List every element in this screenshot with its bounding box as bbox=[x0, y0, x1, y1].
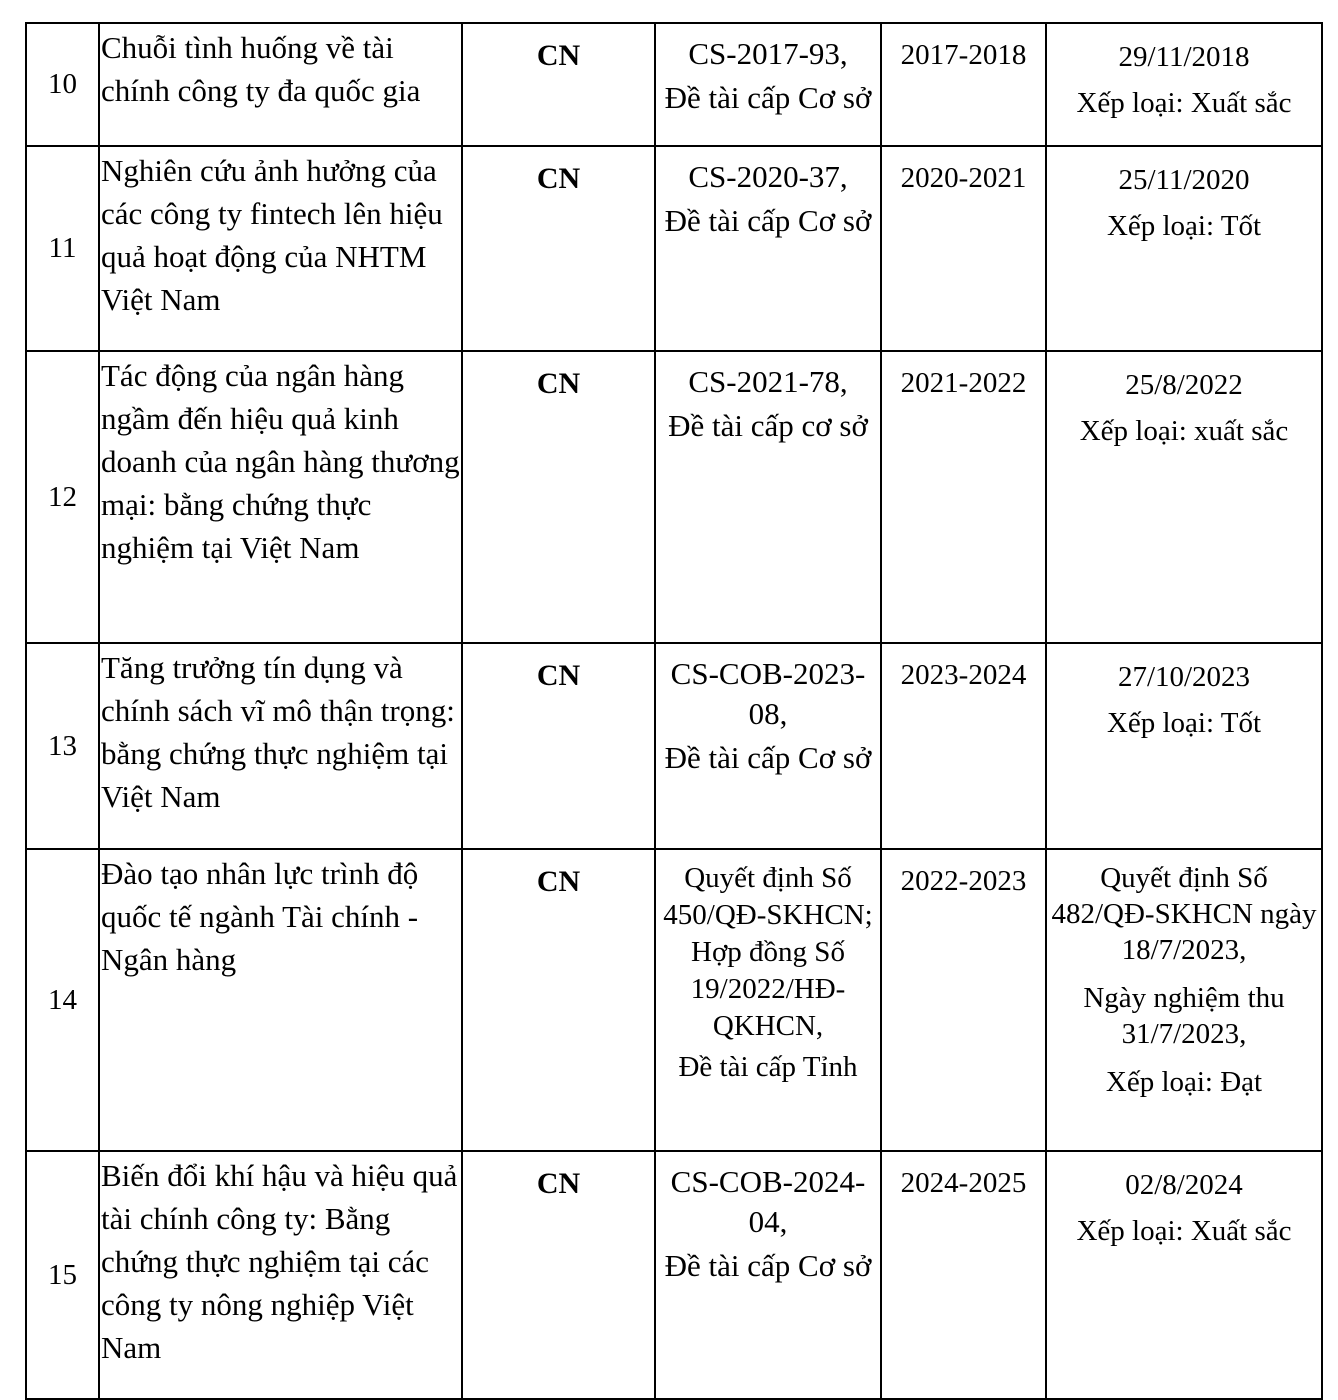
project-code-cell bbox=[655, 146, 881, 351]
row-number: 11 bbox=[26, 146, 99, 351]
project-period: 2021-2022 bbox=[881, 351, 1046, 643]
result-grade: Xếp loại: Xuất sắc bbox=[1076, 87, 1292, 119]
project-role: CN bbox=[462, 23, 655, 146]
project-code: CS-2020-37, bbox=[688, 159, 848, 194]
project-result-cell bbox=[1046, 1151, 1322, 1399]
project-level: Đề tài cấp Cơ sở bbox=[664, 740, 872, 775]
project-period: 2023-2024 bbox=[881, 643, 1046, 849]
project-title: Tác động của ngân hàng ngầm đến hiệu quả kinh doanh của ngân hàng thương mại: bằng chứng thực nghiệm tại Việt Nam bbox=[99, 351, 462, 643]
table-row bbox=[26, 351, 1322, 643]
result-grade: Xếp loại: Tốt bbox=[1106, 707, 1262, 739]
row-number: 13 bbox=[26, 643, 99, 849]
project-code-cell bbox=[655, 23, 881, 146]
result-date: 02/8/2024 bbox=[1125, 1169, 1243, 1201]
project-role: CN bbox=[462, 351, 655, 643]
project-title: Tăng trưởng tín dụng và chính sách vĩ mô thận trọng: bằng chứng thực nghiệm tại Việt Nam bbox=[99, 643, 462, 849]
result-grade: Xếp loại: Tốt bbox=[1106, 210, 1262, 242]
table-row bbox=[26, 146, 1322, 351]
project-title: Biến đổi khí hậu và hiệu quả tài chính công ty: Bằng chứng thực nghiệm tại các công ty nông nghiệp Việt Nam bbox=[99, 1151, 462, 1399]
project-level: Đề tài cấp Tỉnh bbox=[678, 1051, 858, 1083]
project-title: Chuỗi tình huống về tài chính công ty đa quốc gia bbox=[99, 23, 462, 146]
result-grade: Xếp loại: Xuất sắc bbox=[1076, 1215, 1292, 1247]
project-code: CS-2021-78, bbox=[688, 364, 848, 399]
project-code-cell bbox=[655, 849, 881, 1151]
project-code: CS-2017-93, bbox=[688, 36, 848, 71]
project-code-cell bbox=[655, 643, 881, 849]
result-date: 29/11/2018 bbox=[1118, 41, 1250, 73]
project-period: 2020-2021 bbox=[881, 146, 1046, 351]
result-grade: Xếp loại: xuất sắc bbox=[1079, 415, 1289, 447]
research-projects-table bbox=[25, 22, 1323, 1400]
result-date: 27/10/2023 bbox=[1117, 661, 1251, 693]
project-role: CN bbox=[462, 849, 655, 1151]
project-level: Đề tài cấp Cơ sở bbox=[664, 1248, 872, 1283]
project-period: 2022-2023 bbox=[881, 849, 1046, 1151]
row-number: 12 bbox=[26, 351, 99, 643]
project-level: Đề tài cấp Cơ sở bbox=[664, 203, 872, 238]
result-decision: Quyết định Số 482/QĐ-SKHCN ngày 18/7/2023, bbox=[1051, 862, 1317, 966]
project-result-cell bbox=[1046, 849, 1322, 1151]
project-role: CN bbox=[462, 1151, 655, 1399]
table-row bbox=[26, 849, 1322, 1151]
project-result-cell bbox=[1046, 23, 1322, 146]
result-date: Ngày nghiệm thu 31/7/2023, bbox=[1083, 982, 1285, 1050]
project-code-cell bbox=[655, 1151, 881, 1399]
project-title: Nghiên cứu ảnh hưởng của các công ty fintech lên hiệu quả hoạt động của NHTM Việt Nam bbox=[99, 146, 462, 351]
project-code: Quyết định Số 450/QĐ-SKHCN; Hợp đồng Số 19/2022/HĐ-QKHCN, bbox=[663, 862, 873, 1042]
project-period: 2024-2025 bbox=[881, 1151, 1046, 1399]
row-number: 10 bbox=[26, 23, 99, 146]
project-role: CN bbox=[462, 146, 655, 351]
project-level: Đề tài cấp cơ sở bbox=[668, 408, 868, 443]
table-row bbox=[26, 23, 1322, 146]
project-code-cell bbox=[655, 351, 881, 643]
table-row bbox=[26, 643, 1322, 849]
project-period: 2017-2018 bbox=[881, 23, 1046, 146]
project-result-cell bbox=[1046, 643, 1322, 849]
project-result-cell bbox=[1046, 146, 1322, 351]
row-number: 15 bbox=[26, 1151, 99, 1399]
project-code: CS-COB-2024-04, bbox=[670, 1164, 866, 1239]
result-date: 25/8/2022 bbox=[1125, 369, 1243, 401]
project-role: CN bbox=[462, 643, 655, 849]
project-title: Đào tạo nhân lực trình độ quốc tế ngành Tài chính - Ngân hàng bbox=[99, 849, 462, 1151]
project-result-cell bbox=[1046, 351, 1322, 643]
result-date: 25/11/2020 bbox=[1118, 164, 1250, 196]
row-number: 14 bbox=[26, 849, 99, 1151]
table-row bbox=[26, 1151, 1322, 1399]
project-code: CS-COB-2023-08, bbox=[670, 656, 866, 731]
result-grade: Xếp loại: Đạt bbox=[1105, 1066, 1263, 1098]
project-level: Đề tài cấp Cơ sở bbox=[664, 80, 872, 115]
